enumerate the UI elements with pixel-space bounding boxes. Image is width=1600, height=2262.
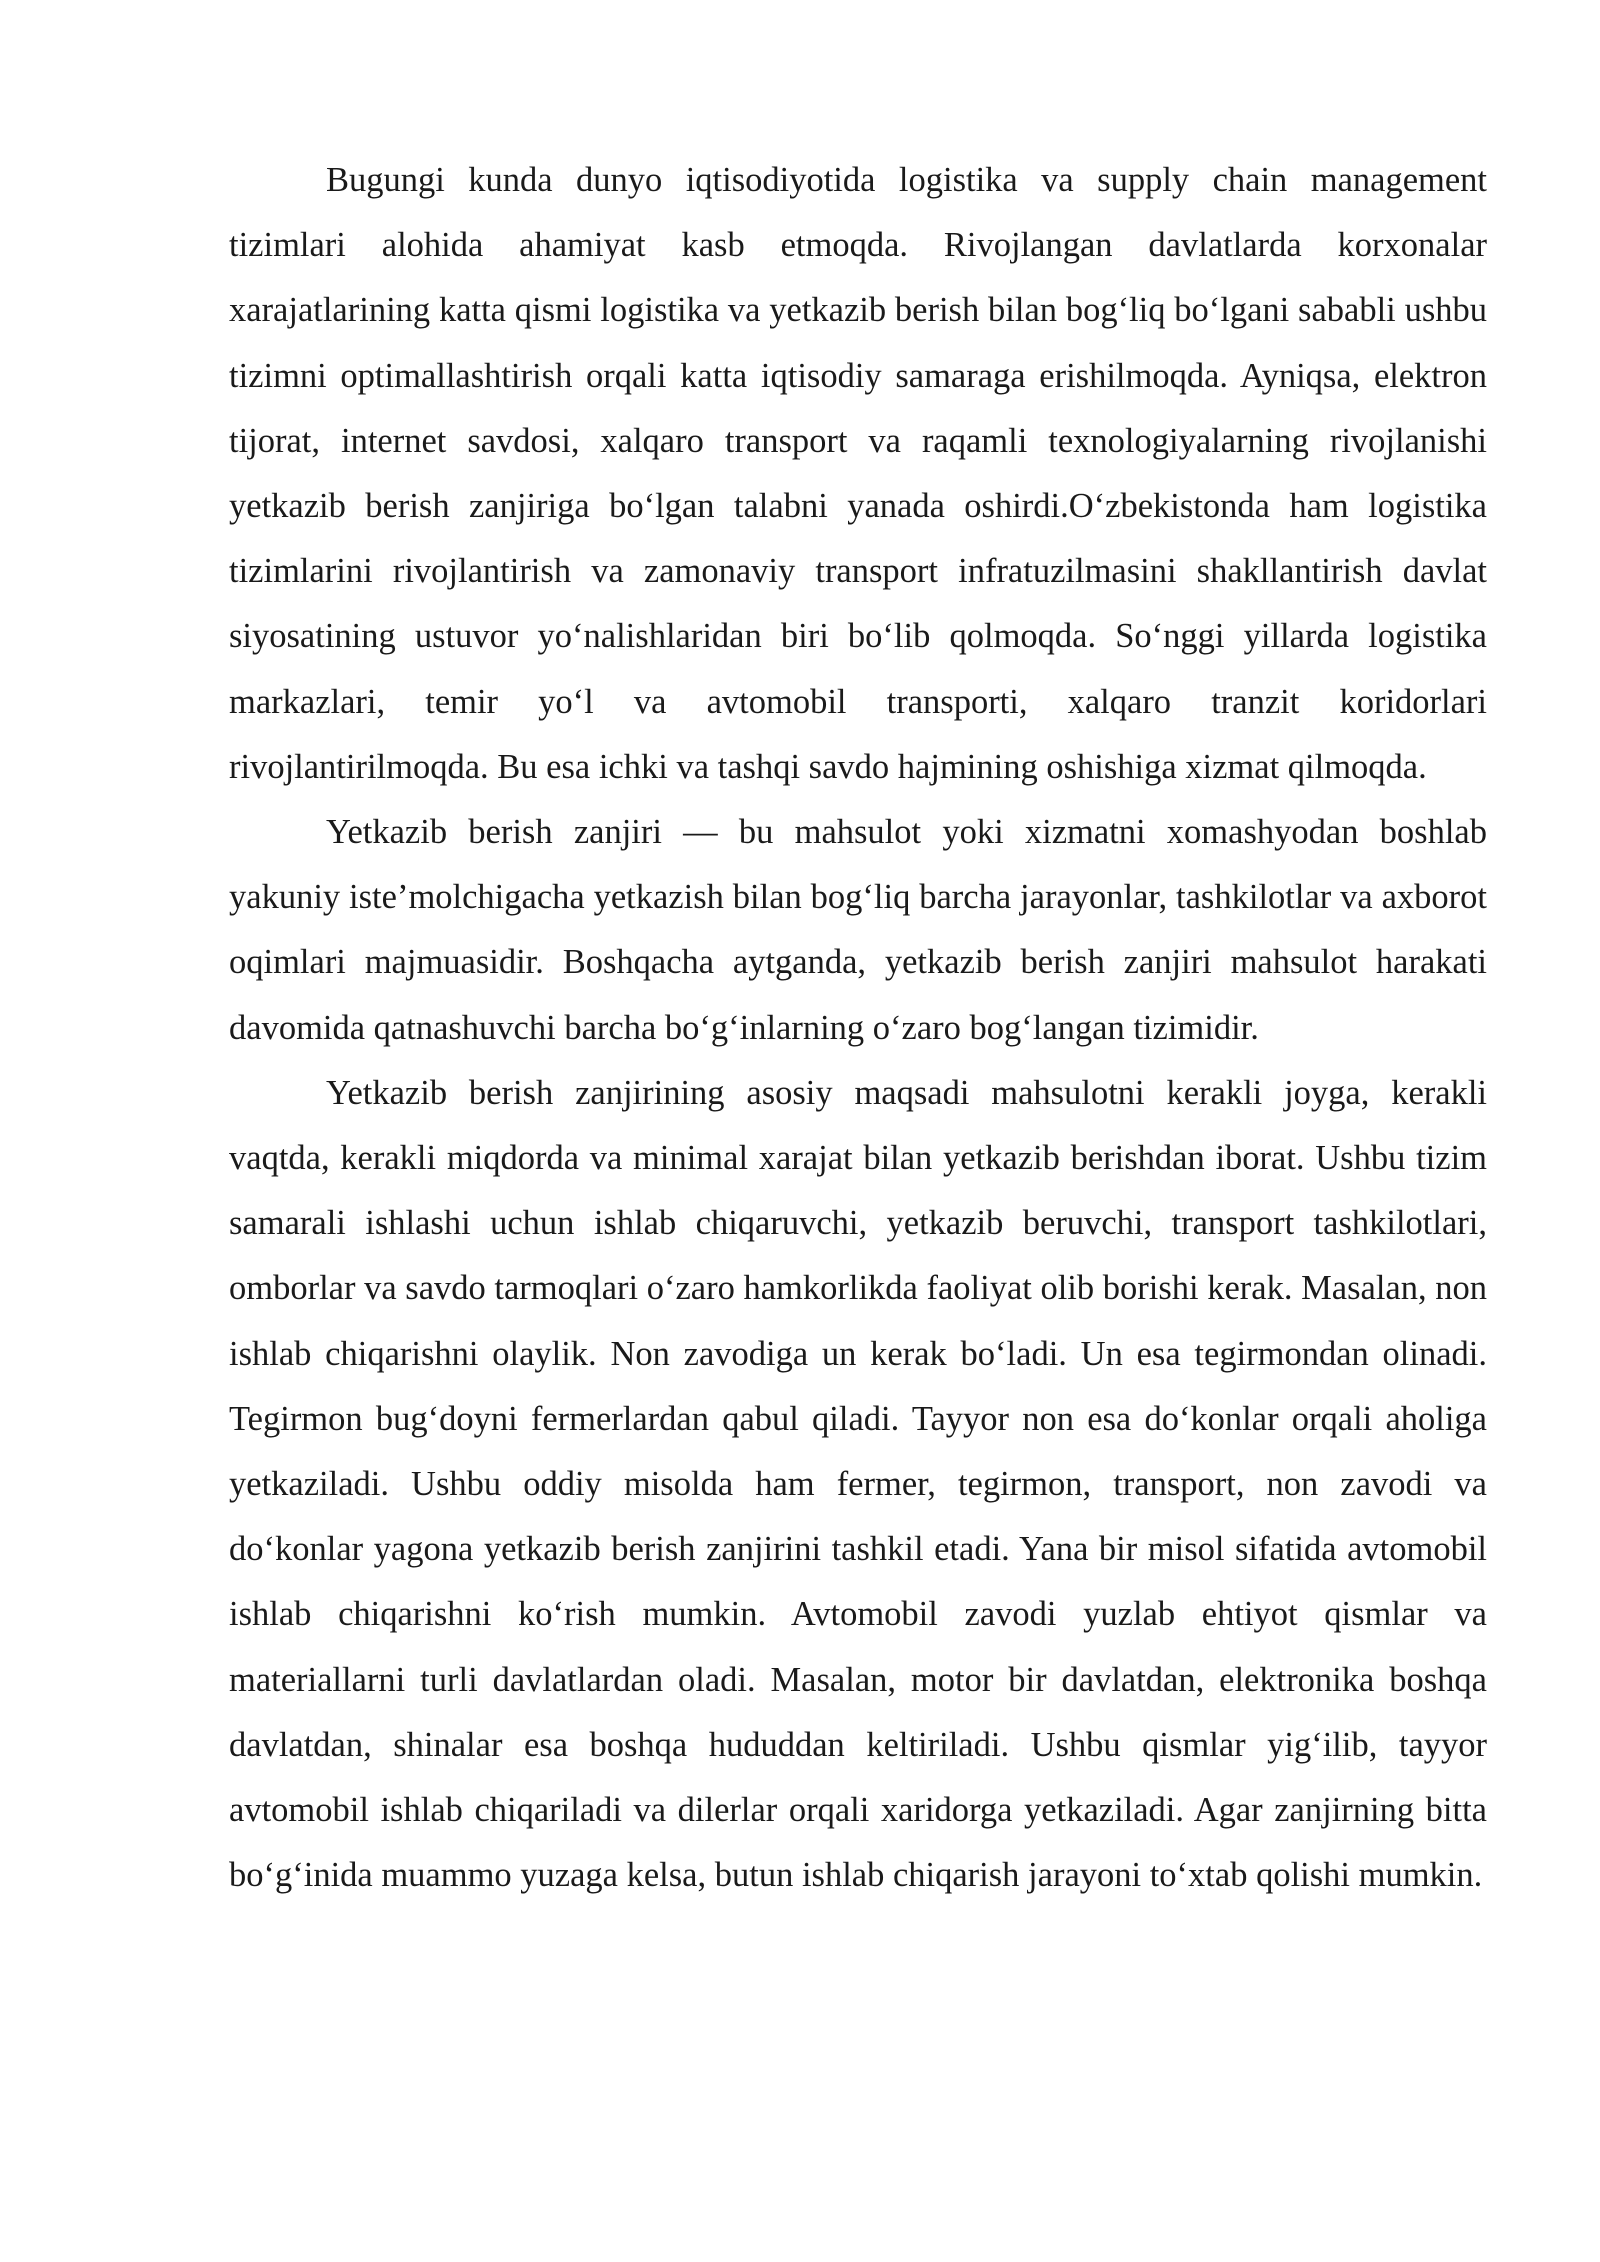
paragraph-supply-chain-definition: Yetkazib berish zanjiri — bu mahsulot yoki xizmatni xomashyodan boshlab yakuniy iste’molchigacha yetkazish bilan bog‘liq barcha jarayonlar, tashkilotlar va axborot oqimlari majmuasidir. Boshqacha aytganda, yetkazib berish zanjiri mahsulot harakati davomida qatnashuvchi barcha bo‘g‘inlarning o‘zaro bog‘langan tizimidir.	[229, 813, 1487, 1047]
paragraph-supply-chain-examples: Yetkazib berish zanjirining asosiy maqsadi mahsulotni kerakli joyga, kerakli vaqtda, kerakli miqdorda va minimal xarajat bilan yetkazib berishdan iborat. Ushbu tizim samarali ishlashi uchun ishlab chiqaruvchi, yetkazib beruvchi, transport tashkilotlari, omborlar va savdo tarmoqlari o‘zaro hamkorlikda faoliyat olib borishi kerak. Masalan, non ishlab chiqarishni olaylik. Non zavodiga un kerak bo‘ladi. Un esa tegirmondan olinadi. Tegirmon bug‘doyni fermerlardan qabul qiladi. Tayyor non esa do‘konlar orqali aholiga yetkaziladi. Ushbu oddiy misolda ham fermer, tegirmon, transport, non zavodi va do‘konlar yagona yetkazib berish zanjirini tashkil etadi. Yana bir misol sifatida avtomobil ishlab chiqarishni ko‘rish mumkin. Avtomobil zavodi yuzlab ehtiyot qismlar va materiallarni turli davlatlardan oladi. Masalan, motor bir davlatdan, elektronika boshqa davlatdan, shinalar esa boshqa hududdan keltiriladi. Ushbu qismlar yig‘ilib, tayyor avtomobil ishlab chiqariladi va dilerlar orqali xaridorga yetkaziladi. Agar zanjirning bitta bo‘g‘inida muammo yuzaga kelsa, butun ishlab chiqarish jarayoni to‘xtab qolishi mumkin.	[229, 1073, 1487, 1895]
paragraph-logistics-importance: Bugungi kunda dunyo iqtisodiyotida logistika va supply chain management tizimlari alohida ahamiyat kasb etmoqda. Rivojlangan davlatlarda korxonalar xarajatlarining katta qismi logistika va yetkazib berish bilan bog‘liq bo‘lgani sababli ushbu tizimni optimallashtirish orqali katta iqtisodiy samaraga erishilmoqda. Ayniqsa, elektron tijorat, internet savdosi, xalqaro transport va raqamli texnologiyalarning rivojlanishi yetkazib berish zanjiriga bo‘lgan talabni yanada oshirdi.O‘zbekistonda ham logistika tizimlarini rivojlantirish va zamonaviy transport infratuzilmasini shakllantirish davlat siyosatining ustuvor yo‘nalishlaridan biri bo‘lib qolmoqda. So‘nggi yillarda logistika markazlari, temir yo‘l va avtomobil transporti, xalqaro tranzit koridorlari rivojlantirilmoqda. Bu esa ichki va tashqi savdo hajmining oshishiga xizmat qilmoqda.	[229, 161, 1487, 786]
document-body	[229, 148, 1487, 1908]
